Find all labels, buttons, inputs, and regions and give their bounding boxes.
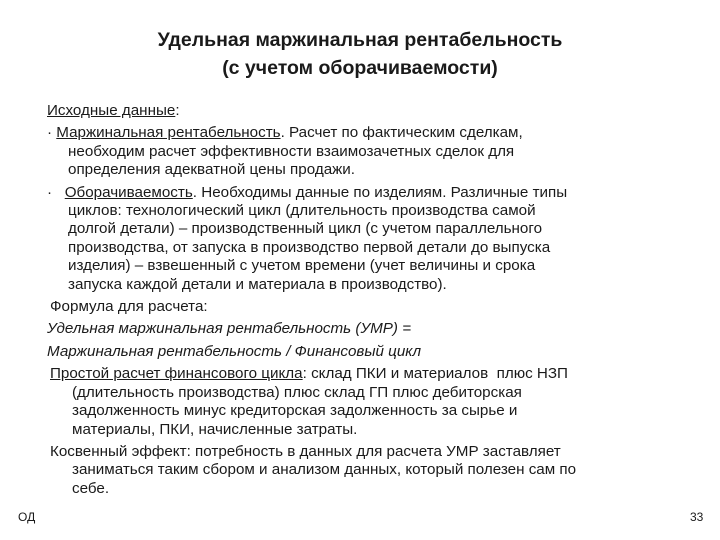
effect-line-3: себе. [72, 479, 110, 497]
effect-line-1: Косвенный эффект: потребность в данных для расчета УМР заставляет [50, 442, 561, 460]
bullet2-line-5: изделия) – взвешенный с учетом времени (учет величины и срока [68, 257, 536, 275]
bullet2-rest: . Необходимы данные по изделиям. Различные типы [192, 183, 568, 201]
bullet2-line-4: производства, от запуска в производство первой детали до выпуска [68, 238, 551, 256]
title-line-1: Удельная маржинальная рентабельность [157, 29, 563, 51]
page-number: 33 [690, 510, 704, 524]
bullet-marker: · [47, 124, 57, 142]
bullet-turnover [47, 184, 672, 202]
slide-body [47, 102, 672, 498]
title-line-2: (с учетом оборачиваемости) [222, 57, 498, 79]
cycle-paragraph [47, 365, 672, 383]
formula-line-1: Удельная маржинальная рентабельность (УМР) = [47, 320, 412, 338]
bullet2-line-6: запуска каждой детали и материала в производство). [68, 275, 447, 293]
formula-line-2: Маржинальная рентабельность / Финансовый цикл [47, 342, 422, 360]
source-colon: : [175, 102, 180, 119]
bullet2-line-2: циклов: технологический цикл (длительность производства самой [68, 202, 536, 220]
bullet-margin-profitability [47, 124, 672, 142]
bullet1-line-3: определения адекватной цены продажи. [68, 161, 356, 179]
cycle-rest: : склад ПКИ и материалов плюс НЗП [302, 365, 568, 383]
source-label: Исходные данные [47, 102, 176, 119]
bullet1-rest: . Расчет по фактическим сделкам, [280, 124, 523, 142]
source-heading [47, 102, 672, 120]
bullet-marker: · [47, 183, 65, 201]
bullet1-term: Маржинальная рентабельность [56, 124, 281, 142]
cycle-line-2: (длительность производства) плюс склад ГП плюс дебиторская [72, 383, 522, 401]
bullet1-line-2: необходим расчет эффективности взаимозачетных сделок для [68, 142, 515, 160]
bullet2-term: Оборачиваемость [64, 183, 193, 201]
effect-line-2: заниматься таким сбором и анализом данных, который полезен сам по [72, 461, 577, 479]
slide-title [0, 26, 720, 82]
cycle-line-4: материалы, ПКИ, начисленные затраты. [72, 420, 358, 438]
cycle-line-3: задолженность минус кредиторская задолженность за сырье и [72, 402, 518, 420]
cycle-term: Простой расчет финансового цикла [50, 365, 303, 383]
footer-label: ОД [18, 510, 36, 524]
formula-heading: Формула для расчета: [50, 298, 208, 316]
bullet2-line-3: долгой детали) – производственный цикл (с учетом параллельного [68, 220, 543, 238]
